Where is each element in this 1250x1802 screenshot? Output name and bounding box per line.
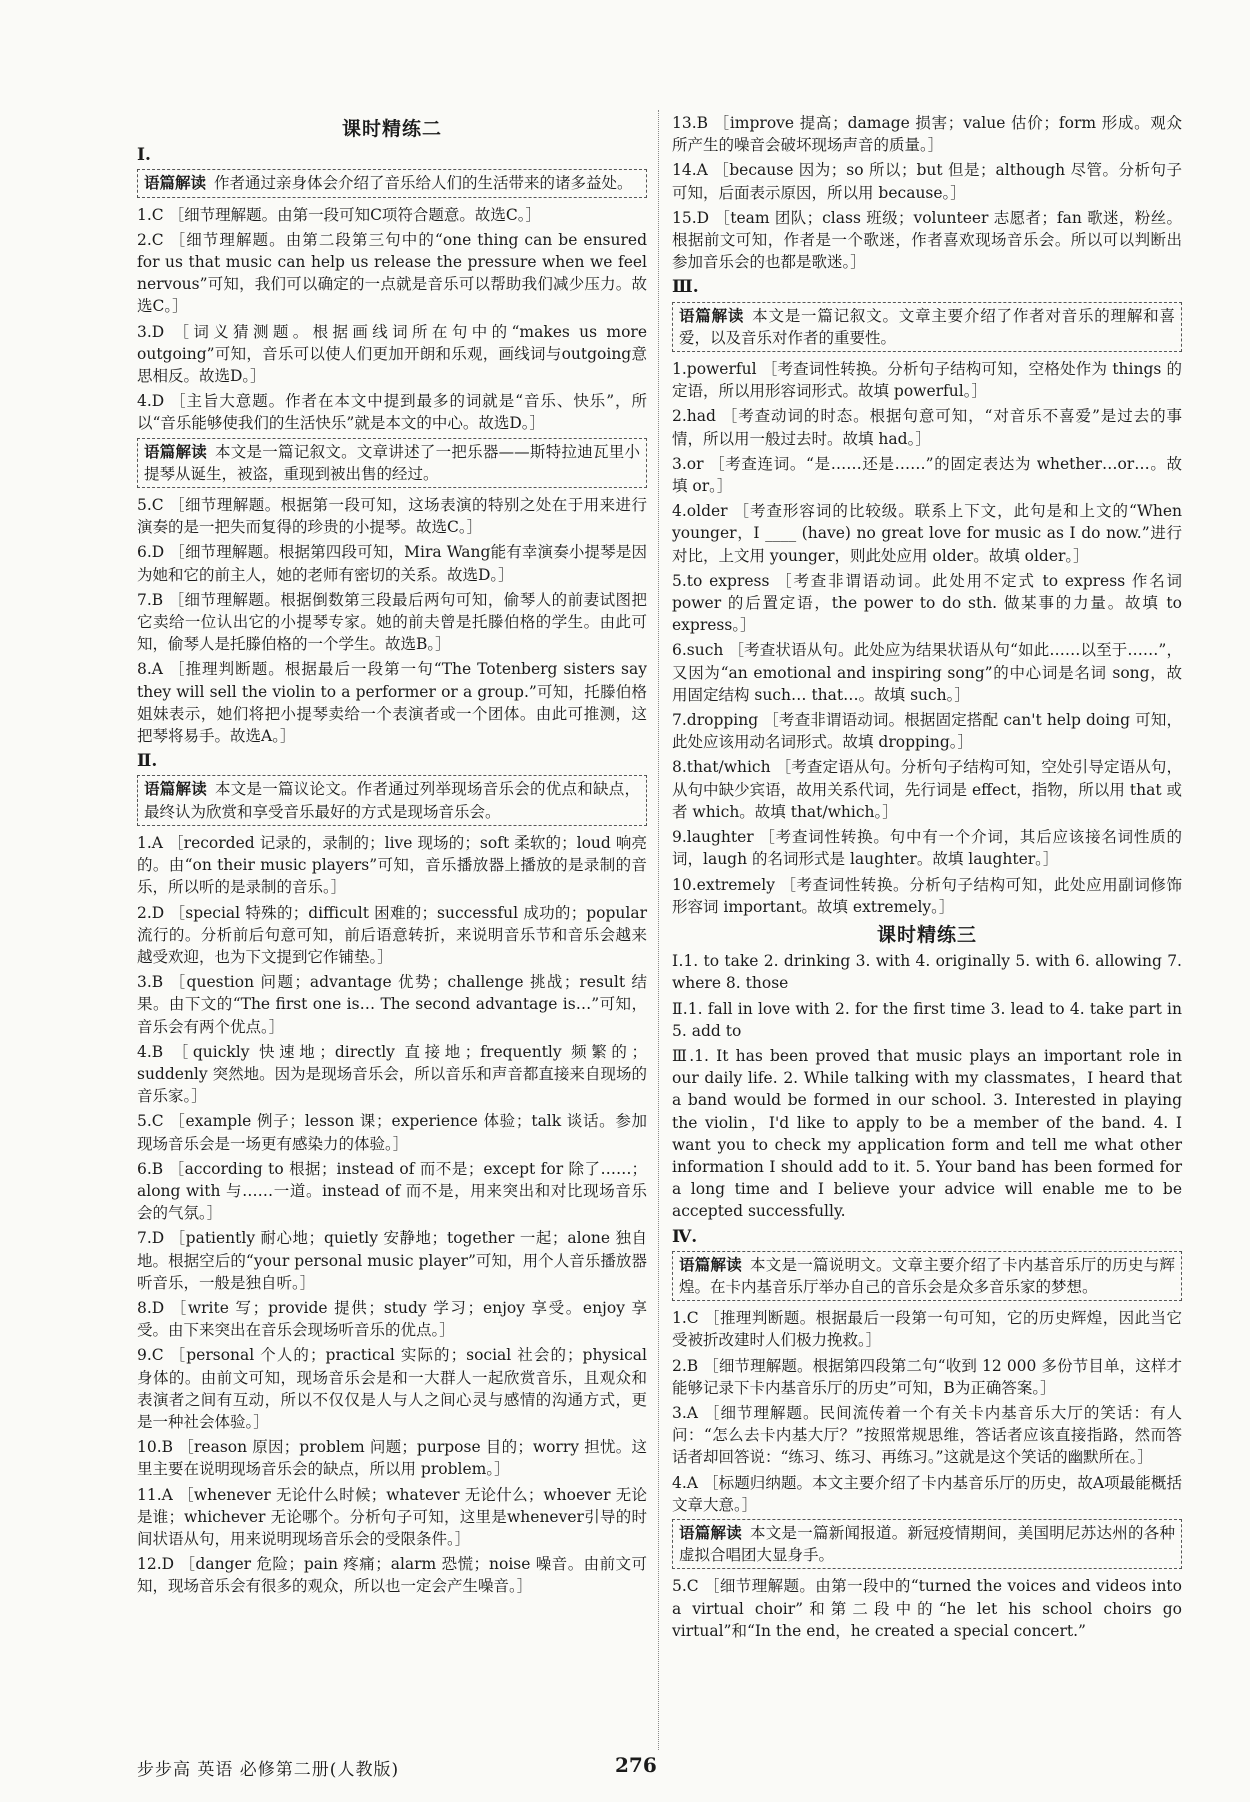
answer-item: 6.B ［according to 根据；instead of 而不是；except for 除了……；along with 与……一道。instead of 而不是，用来突出和对比现场音乐会的气氛。］ (137, 1159, 647, 1223)
answer-item: 12.D ［danger 危险；pain 疼痛；alarm 恐慌；noise 噪音。由前文可知，现场音乐会有很多的观众，所以也一定会产生噪音。］ (137, 1555, 647, 1596)
answer-line: Ⅰ.1. to take 2. drinking 3. with 4. originally 5. with 6. allowing 7. where 8. those (672, 952, 1182, 993)
answer-item: 4.A ［标题归纳题。本文主要介绍了卡内基音乐厅的历史，故A项最能概括文章大意。］ (672, 1473, 1182, 1514)
passage-summary-box (672, 302, 1182, 352)
part-heading: Ⅱ. (137, 751, 158, 772)
part-heading: Ⅲ. (672, 277, 699, 298)
answer-item: 1.A ［recorded 记录的，录制的；live 现场的；soft 柔软的；loud 响亮的。由“on their music players”可知，音乐播放器上播放的是录制的音乐，所以听的是录制的音乐。］ (137, 833, 647, 897)
passage-summary-box (137, 169, 647, 197)
answer-item: 9.laughter ［考查词性转换。句中有一个介词，其后应该接名词性质的词，laugh 的名词形式是 laughter。故填 laughter。］ (672, 828, 1182, 869)
answer-item: 5.C ［细节理解题。根据第一段可知，这场表演的特别之处在于用来进行演奏的是一把失而复得的珍贵的小提琴。故选C。］ (137, 496, 647, 537)
summary-text: 本文是一篇新闻报道。新冠疫情期间，美国明尼苏达州的各种虚拟合唱团大显身手。 (679, 1523, 1175, 1565)
summary-tag: 语篇解读 (144, 173, 207, 193)
answer-item: 1.powerful ［考查词性转换。分析句子结构可知，空格处作为 things 的定语，所以用形容词形式。故填 powerful。］ (672, 360, 1182, 401)
passage-summary-box (672, 1519, 1182, 1569)
answer-item: 2.B ［细节理解题。根据第四段第二句“收到 12 000 多份节目单，这样才能够记录下卡内基音乐厅的历史”可知，B为正确答案。］ (672, 1356, 1182, 1397)
answer-item: 7.B ［细节理解题。根据倒数第三段最后两句可知，偷琴人的前妻试图把它卖给一位认出它的小提琴专家。她的前夫曾是托滕伯格的学生。由此可知，偷琴人是托滕伯格的一个学生。故选B。］ (137, 590, 647, 654)
summary-text: 本文是一篇记叙文。文章讲述了一把乐器——斯特拉迪瓦里小提琴从诞生，被盗，重现到被出售的经过。 (144, 442, 640, 483)
answer-item: 3.D ［词义猜测题。根据画线词所在句中的“makes us more outgoing”可知，音乐可以使人们更加开朗和乐观，画线词与outgoing意思相反。故选D。］ (137, 322, 647, 386)
right-column (672, 112, 1182, 1645)
answer-item: 1.C ［推理判断题。根据最后一段第一句可知，它的历史辉煌，因此当它受被折改建时人们极力挽救。］ (672, 1309, 1182, 1350)
answer-item: 2.D ［special 特殊的；difficult 困难的；successful 成功的；popular 流行的。分析前后句意可知，前后语意转折，来说明音乐节和音乐会越来越受欢迎，也为下文提到它作铺垫。］ (137, 903, 647, 966)
summary-tag: 语篇解读 (679, 305, 745, 325)
answer-item: 7.D ［patiently 耐心地；quietly 安静地；together 一起；alone 独自地。根据空后的“your personal music player”可知，用个人音乐播放器听音乐，一般是独自听。］ (137, 1229, 647, 1292)
section-title: 课时精练二 (341, 118, 442, 140)
answer-item: 8.A ［推理判断题。根据最后一段第一句“The Totenberg sisters say they will sell the violin to a performer or a group.”可知，托滕伯格姐妹表示，她们将把小提琴卖给一个表演者或一个团体。由此可推测，这把琴将易手。故选A。］ (137, 660, 647, 746)
summary-text: 本文是一篇说明文。文章主要介绍了卡内基音乐厅的历史与辉煌。在卡内基音乐厅举办自己的音乐会是众多音乐家的梦想。 (679, 1255, 1175, 1296)
answer-item: 2.C ［细节理解题。由第二段第三句中的“one thing can be ensured for us that music can help us release the pressure when we feel nervous”可知，我们可以确定的一点就是音乐可以帮助我们减少压力。故选C。］ (137, 230, 647, 316)
summary-tag: 语篇解读 (144, 779, 207, 799)
answer-item: 5.C ［example 例子；lesson 课；experience 体验；talk 谈话。参加现场音乐会是一场更有感染力的体验。］ (137, 1112, 647, 1153)
answer-line: Ⅲ.1. It has been proved that music plays an important role in our daily life. 2. While talking with my classmates，I heard that a band would be formed in our school. 3. Interested in playing the violin，I'd like to apply to be a member of the band. 4. I want you to check my application form and tell me what other information I should add to it. 5. Your band has been formed for a long time and I believe your advice will enable me to be accepted successfully. (672, 1046, 1182, 1221)
answer-item: 11.A ［whenever 无论什么时候；whatever 无论什么；whoever 无论是谁；whichever 无论哪个。分析句子可知，这里是whenever引导的时间状语从句，用来说明现场音乐会的受限条件。］ (137, 1485, 647, 1548)
summary-text: 作者通过亲身体会介绍了音乐给人们的生活带来的诸多益处。 (214, 174, 633, 193)
answer-item: 2.had ［考查动词的时态。根据句意可知，“对音乐不喜爱”是过去的事情，所以用一般过去时。故填 had。］ (672, 407, 1182, 448)
section-title: 课时精练三 (876, 923, 977, 946)
summary-tag: 语篇解读 (679, 1254, 742, 1274)
answer-item: 6.D ［细节理解题。根据第四段可知，Mira Wang能有幸演奏小提琴是因为她和它的前主人，她的老师有密切的关系。故选D。］ (137, 543, 647, 584)
answer-item: 8.that/which ［考查定语从句。分析句子结构可知，空处引导定语从句，从句中缺少宾语，故用关系代词，先行词是 effect，指物，所以用 that 或者 which。故填 that/which。］ (672, 758, 1182, 821)
summary-tag: 语篇解读 (144, 441, 208, 461)
answer-item: 9.C ［personal 个人的；practical 实际的；social 社会的；physical 身体的。由前文可知，现场音乐会是和一大群人一起欣赏音乐，且观众和表演者之间有互动，所以不仅仅是人与人之间心灵与感情的沟通方式，更是一种社会体验。］ (137, 1346, 647, 1431)
answer-item: 3.A ［细节理解题。民间流传着一个有关卡内基音乐大厅的笑话：有人问：“怎么去卡内基大厅？”按照常规思维，答话者应该直接指路，然而答话者却回答说：“练习、练习、再练习。”这就是这个笑话的幽默所在。］ (672, 1403, 1182, 1467)
passage-summary-box (137, 438, 647, 488)
part-heading: Ⅳ. (672, 1226, 698, 1247)
answer-item: 10.extremely ［考查词性转换。分析句子结构可知，此处应用副词修饰形容词 important。故填 extremely。］ (672, 875, 1182, 916)
answer-item: 4.older ［考查形容词的比较级。联系上下文，此句是和上文的“When younger，I ____ (have) no great love for music as I do now.”进行对比，上文用 younger，则此处应用 older。故填 older。］ (672, 502, 1182, 565)
page-number: 276 (615, 1753, 657, 1777)
book-title: 步步高 英语 必修第二册(人教版) (137, 1760, 400, 1780)
answer-item: 10.B ［reason 原因；problem 问题；purpose 目的；worry 担忧。这里主要在说明现场音乐会的缺点，所以用 problem。］ (137, 1438, 647, 1479)
answer-item: 1.C ［细节理解题。由第一段可知C项符合题意。故选C。］ (137, 205, 542, 224)
answer-item: 3.B ［question 问题；advantage 优势；challenge 挑战；result 结果。由下文的“The first one is… The second advantage is…”可知，音乐会有两个优点。］ (137, 973, 647, 1036)
answer-item: 4.B ［quickly 快速地；directly 直接地；frequently 频繁的；suddenly 突然地。因为是现场音乐会，所以音乐和声音都直接来自现场的音乐家。］ (137, 1042, 647, 1106)
answer-line: Ⅱ.1. fall in love with 2. for the first time 3. lead to 4. take part in 5. add to (672, 999, 1182, 1040)
answer-item: 6.such ［考查状语从句。此处应为结果状语从句“如此……以至于……”，又因为“an emotional and inspiring song”的中心词是名词 song，故用固定结构 such… that…。故填 such。］ (672, 641, 1182, 704)
summary-text: 本文是一篇议论文。作者通过列举现场音乐会的优点和缺点，最终认为欣赏和享受音乐最好的方式是现场音乐会。 (144, 780, 640, 821)
answer-item: 4.D ［主旨大意题。作者在本文中提到最多的词就是“音乐、快乐”，所以“音乐能够使我们的生活快乐”就是本文的中心。故选D。］ (137, 392, 647, 433)
answer-item: 15.D ［team 团队；class 班级；volunteer 志愿者；fan 歌迷，粉丝。根据前文可知，作者是一个歌迷，作者喜欢现场音乐会。所以可以判断出参加音乐会的也都是歌迷。］ (672, 208, 1182, 272)
answer-item: 5.C ［细节理解题。由第一段中的“turned the voices and videos into a virtual choir”和第二段中的“he let his school choirs go virtual”和“In the end，he created a special concert.” (672, 1577, 1182, 1640)
answer-item: 8.D ［write 写；provide 提供；study 学习；enjoy 享受。enjoy 享受。由下来突出在音乐会现场听音乐的优点。］ (137, 1298, 647, 1340)
answer-item: 5.to express ［考查非谓语动词。此处用不定式 to express 作名词 power 的后置定语，the power to do sth. 做某事的力量。故填 to express。］ (672, 571, 1182, 635)
answer-item: 14.A ［because 因为；so 所以；but 但是；although 尽管。分析句子可知，后面表示原因，所以用 because。］ (672, 161, 1182, 202)
answer-item: 13.B ［improve 提高；damage 损害；value 估价；form 形成。观众所产生的噪音会破坏现场声音的质量。］ (672, 114, 1182, 155)
part-heading: Ⅰ. (137, 145, 151, 166)
passage-summary-box (137, 775, 647, 825)
summary-text: 本文是一篇记叙文。文章主要介绍了作者对音乐的理解和喜爱，以及音乐对作者的重要性。 (679, 306, 1175, 347)
answer-item: 7.dropping ［考查非谓语动词。根据固定搭配 can't help doing 可知，此处应该用动名词形式。故填 dropping。］ (672, 711, 1182, 752)
passage-summary-box (672, 1251, 1182, 1301)
left-column (137, 112, 647, 1601)
answer-item: 3.or ［考查连词。“是……还是……”的固定表达为 whether…or…。故填 or。］ (672, 454, 1182, 496)
column-divider (658, 110, 659, 1750)
summary-tag: 语篇解读 (679, 1522, 742, 1542)
